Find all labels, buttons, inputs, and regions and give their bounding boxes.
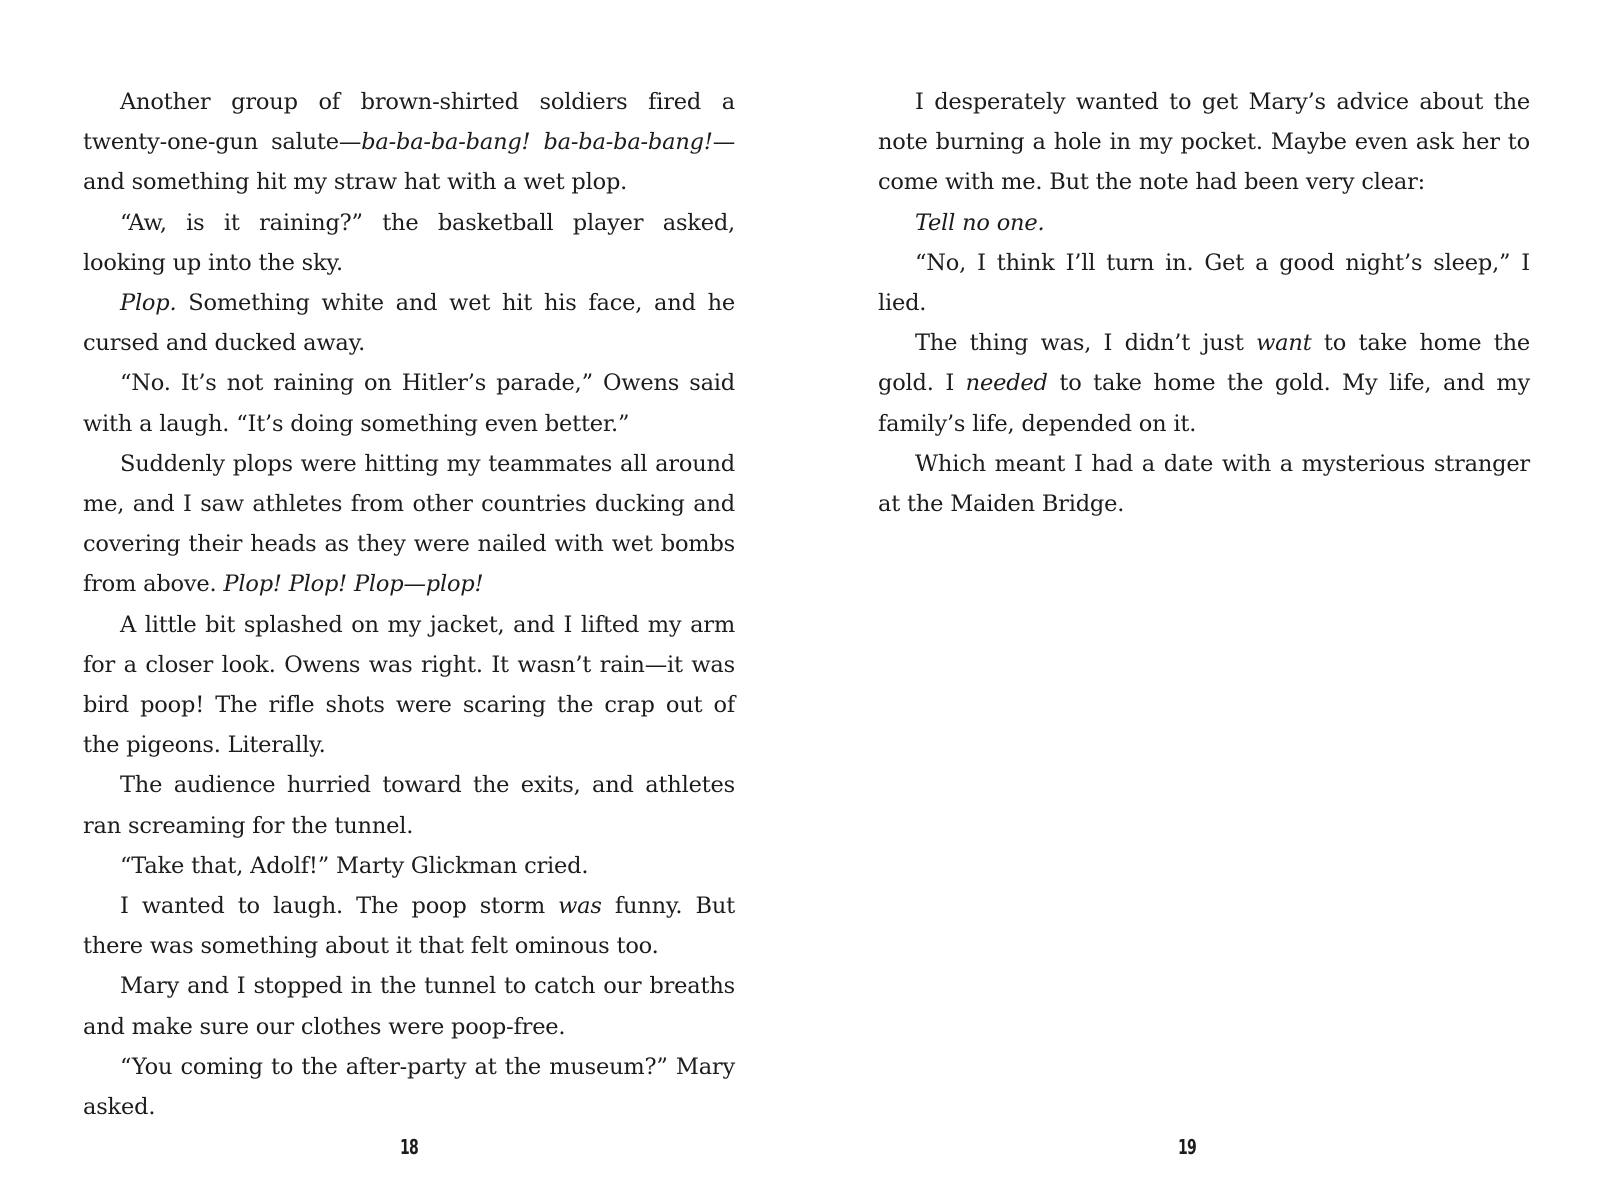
text-run: I desperately wanted to get Mary’s advice about the note burning a hole in my pocket. Maybe even ask her to come with me. But the note had been very clear:: [878, 89, 1530, 196]
text-run: Another group of brown-shirted soldiers fired a twenty-one-gun salute—: [83, 89, 735, 156]
paragraph: [83, 363, 735, 443]
text-run-italic: Tell no one.: [915, 209, 1045, 236]
text-run: “You coming to the after-party at the museum?” Mary asked.: [83, 1053, 735, 1121]
paragraph: [83, 82, 735, 203]
text-run: Which meant I had a date with a mysterious stranger at the Maiden Bridge.: [878, 450, 1530, 518]
text-run: to take home the gold. I: [878, 330, 1530, 397]
paragraph: [878, 323, 1530, 444]
paragraph: [83, 765, 735, 845]
paragraph: [878, 243, 1530, 323]
text-run-italic: Plop.: [120, 290, 177, 317]
text-run-italic: ba-ba-ba-bang! ba-ba-ba-bang!: [361, 129, 713, 156]
paragraph: [878, 203, 1530, 243]
text-run: “Aw, is it raining?” the basketball player asked, looking up into the sky.: [83, 209, 735, 276]
text-run: The thing was, I didn’t just: [915, 330, 1257, 357]
paragraph: [83, 1047, 735, 1127]
page-number: 19: [1177, 1135, 1197, 1159]
text-run: I wanted to laugh. The poop storm: [120, 893, 559, 920]
paragraph: [83, 605, 735, 766]
paragraph: [83, 203, 735, 283]
text-run-italic: was: [558, 893, 602, 920]
page-number: 18: [399, 1135, 419, 1159]
text-run-italic: want: [1256, 330, 1312, 357]
paragraph: [878, 444, 1530, 524]
paragraph: [83, 886, 735, 966]
paragraph: [83, 283, 735, 363]
text-run: Something white and wet hit his face, and he cursed and ducked away.: [83, 290, 735, 357]
text-run: “Take that, Adolf!” Marty Glickman cried.: [120, 852, 589, 879]
left-page-text: [83, 82, 735, 1127]
text-run: Mary and I stopped in the tunnel to catch our breaths and make sure our clothes were poop-free.: [83, 973, 735, 1040]
paragraph: [83, 444, 735, 605]
right-page-text: [878, 82, 1530, 524]
text-run: The audience hurried toward the exits, and athletes ran screaming for the tunnel.: [83, 772, 735, 839]
text-run-italic: needed: [965, 370, 1048, 397]
text-run: “No, I think I’ll turn in. Get a good night’s sleep,” I lied.: [878, 249, 1530, 317]
text-run-italic: Plop! Plop! Plop—plop!: [223, 571, 484, 598]
paragraph: [83, 966, 735, 1046]
text-run: —and something hit my straw hat with a wet plop.: [83, 129, 735, 196]
paragraph: [878, 82, 1530, 203]
text-run: “No. It’s not raining on Hitler’s parade,” Owens said with a laugh. “It’s doing something even better.”: [83, 370, 735, 437]
paragraph: [83, 846, 735, 886]
right-page: [800, 0, 1600, 1200]
text-run: A little bit splashed on my jacket, and I lifted my arm for a closer look. Owens was right. It wasn’t rain—it was bird poop! The rifle shots were scaring the crap out of the pigeons. Literally.: [83, 611, 735, 759]
text-run: funny. But there was something about it that felt ominous too.: [83, 893, 735, 960]
text-run: Suddenly plops were hitting my teammates all around me, and I saw athletes from other countries ducking and covering their heads as they were nailed with wet bombs from above.: [83, 450, 735, 598]
text-run: to take home the gold. My life, and my family’s life, depended on it.: [878, 370, 1530, 437]
